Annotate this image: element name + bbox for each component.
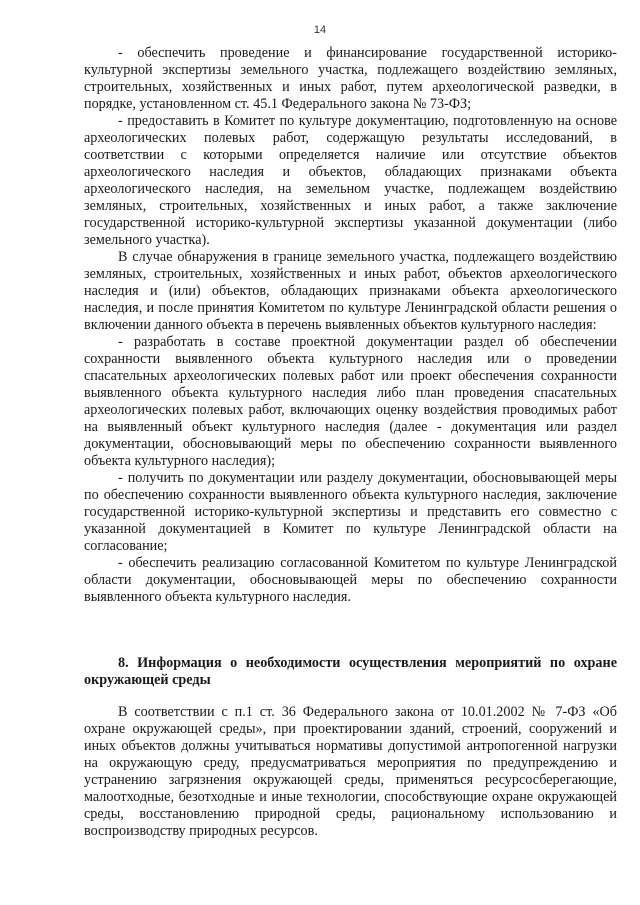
- page-number: 14: [313, 24, 327, 36]
- paragraph-expertise-requirement: - обеспечить проведение и финансирование государственной историко-культурной экспертизы земельного участка, подлежащего воздействию земляных, строительных, хозяйственных и иных работ, путем археологической разведки, в порядке, установленном ст. 45.1 Федерального закона № 73-ФЗ;: [84, 45, 617, 112]
- paragraph-environment: В соответствии с п.1 ст. 36 Федерального закона от 10.01.2002 № 7-ФЗ «Об охране окружающей среды», при проектировании зданий, строений, сооружений и иных объектов должны учитываться нормативы допустимой антропогенной нагрузки на окружающую среду, предусматриваться мероприятия по предупреждению и устранению загрязнения окружающей среды, применяться ресурсосберегающие, малоотходные, безотходные и иные технологии, способствующие охране окружающей среды, восстановлению природной среды, рациональному использованию и воспроизводству природных ресурсов.: [84, 704, 617, 839]
- requirements-text: [84, 45, 617, 606]
- section-heading-block: [84, 655, 617, 689]
- paragraph-discovery-case: В случае обнаружения в границе земельного участка, подлежащего воздействию земляных, строительных, хозяйственных и иных работ, объектов археологического наследия и (или) объектов, обладающих признаками объекта археологического наследия, и после принятия Комитетом по культуре Ленинградской области решения о включении данного объекта в перечень выявленных объектов культурного наследия:: [84, 249, 617, 333]
- section-heading: 8. Информация о необходимости осуществления мероприятий по охране окружающей среды: [84, 655, 617, 688]
- paragraph-implement-documentation: - обеспечить реализацию согласованной Комитетом по культуре Ленинградской области документации, обосновывающей меры по обеспечению сохранности выявленного объекта культурного наследия.: [84, 555, 617, 605]
- paragraph-documentation-requirement: - предоставить в Комитет по культуре документацию, подготовленную на основе археологических полевых работ, содержащую результаты исследований, в соответствии с которыми определяется наличие или отсутствие объектов археологического наследия и объектов, обладающих признаками объекта археологического наследия, на земельном участке, подлежащем воздействию земляных, строительных, хозяйственных и иных работ, а также заключение государственной историко-культурной экспертизы указанной документации (либо земельного участка).: [84, 113, 617, 248]
- paragraph-obtain-expertise: - получить по документации или разделу документации, обосновывающей меры по обеспечению сохранности выявленного объекта культурного наследия, заключение государственной историко-культурной экспертизы и представить его совместно с указанной документацией в Комитет по культуре Ленинградской области на согласование;: [84, 470, 617, 554]
- paragraph-develop-section: - разработать в составе проектной документации раздел об обеспечении сохранности выявленного объекта культурного наследия или о проведении спасательных археологических полевых работ или проект обеспечения сохранности выявленного объекта культурного наследия либо план проведения спасательных археологических полевых работ, включающих оценку воздействия проводимых работ на выявленный объект культурного наследия (далее - документация или раздел документации, обосновывающий меры по обеспечению сохранности выявленного объекта культурного наследия);: [84, 334, 617, 469]
- environment-section: [84, 704, 617, 840]
